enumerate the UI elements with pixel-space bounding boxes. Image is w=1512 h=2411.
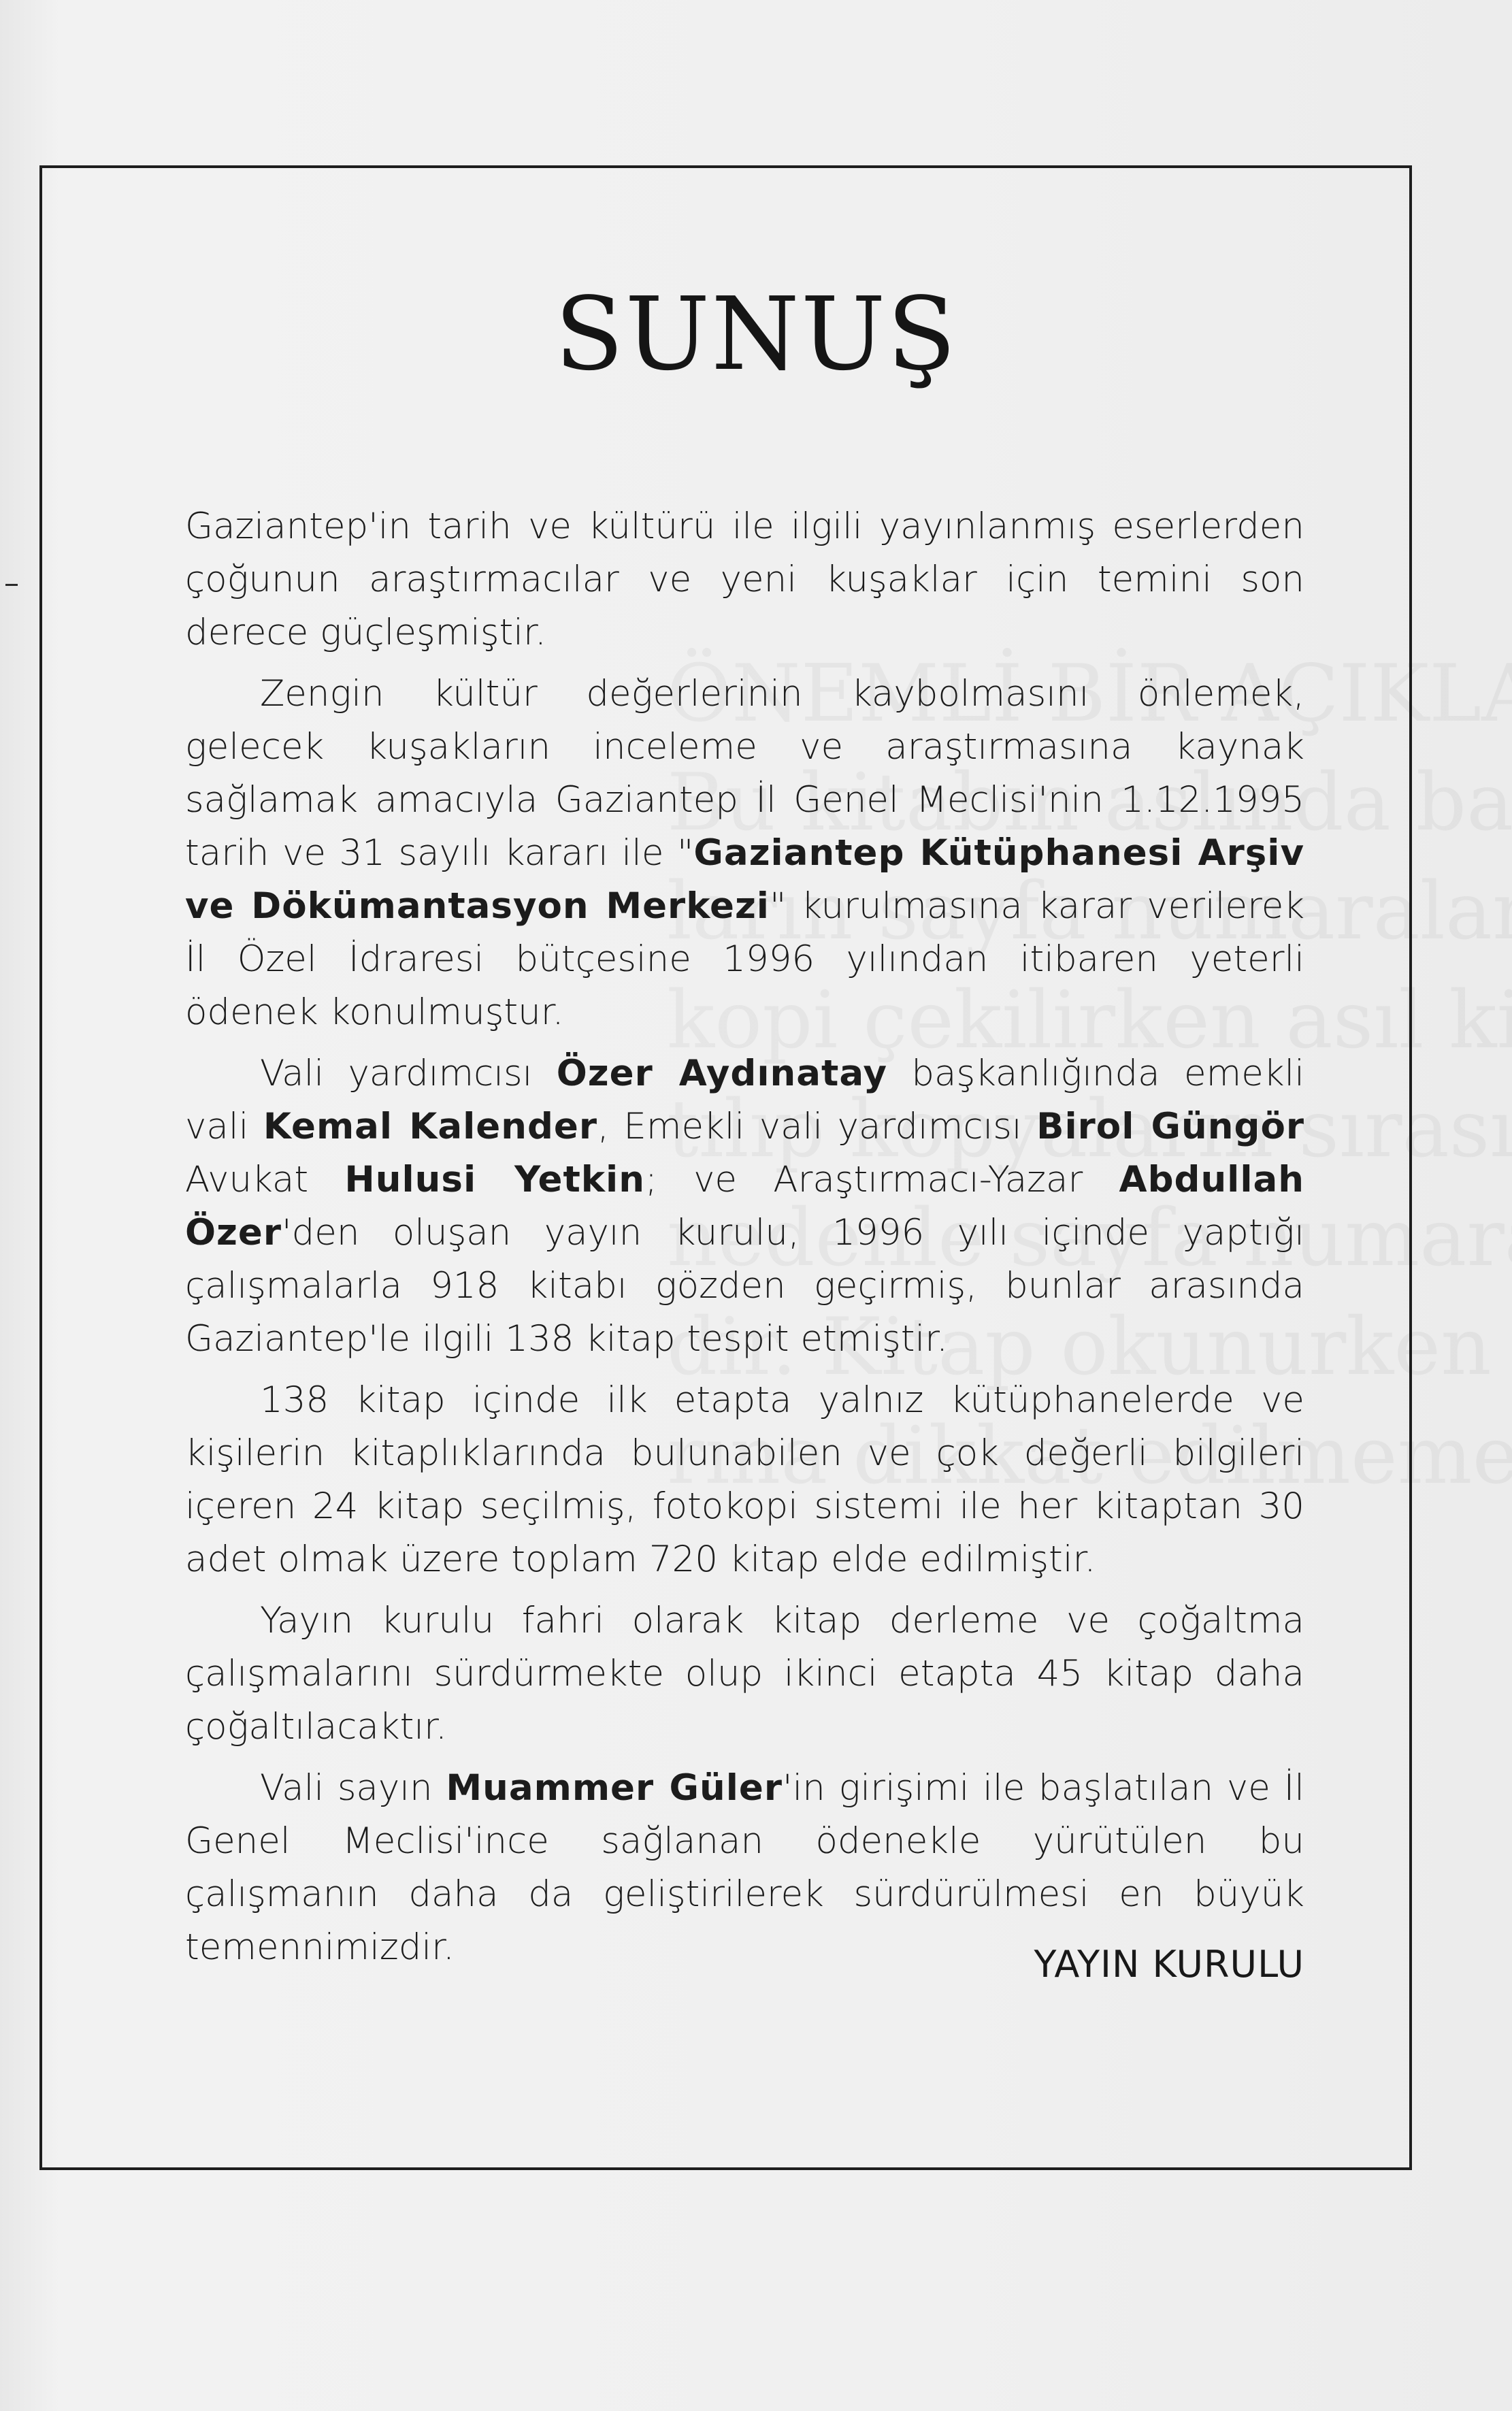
- emphasized-name: Özer Aydınatay: [556, 1053, 887, 1094]
- paragraph-text: 138 kitap içinde ilk etapta yalnız kütüphanelerde ve kişilerin kitaplıklarında bulunabilen ve çok değerli bilgileri içeren 24 kitap seçilmiş, fotokopi sistemi ile her kitaptan 30 adet olmak üzere toplam 720 kitap elde edilmiştir.: [185, 1379, 1304, 1580]
- paragraph: [185, 668, 1304, 1039]
- paragraph-text: 'den oluşan yayın kurulu, 1996 yılı içinde yaptığı çalışmalarla 918 kitabı gözden geçirmiş, bunlar arasında Gaziantep'le ilgili 138 kitap tespit etmiştir.: [185, 1212, 1304, 1360]
- emphasized-name: Kemal Kalender: [263, 1106, 597, 1147]
- paragraph-text: Avukat: [185, 1159, 345, 1200]
- emphasized-name: Hulusi Yetkin: [344, 1159, 645, 1200]
- emphasized-name: Birol Güngör: [1036, 1106, 1305, 1147]
- paragraph-text: başkanlığında emekli vali: [185, 1053, 1304, 1147]
- paragraph-text: " kurulmasına karar verilerek İl Özel İdraresi bütçesine 1996 yılından itibaren yeterli ödenek konulmuştur.: [185, 885, 1305, 1033]
- emphasized-name: Gaziantep Kütüphanesi Arşiv ve Dökümantasyon Merkezi: [185, 832, 1304, 927]
- signature: YAYIN KURULU: [1034, 1943, 1304, 1986]
- paragraph: [185, 1047, 1304, 1366]
- emphasized-name: Abdullah Özer: [185, 1159, 1305, 1253]
- paragraph: [185, 1374, 1304, 1586]
- paragraph: [185, 1594, 1304, 1754]
- paragraph-text: 'in girişimi ile başlatılan ve İl Genel Meclisi'ince sağlanan ödenekle yürütülen bu çalışmanın daha da geliştirilerek sürdürülmesi en büyük temennimizdir.: [185, 1767, 1304, 1968]
- paragraph: [185, 500, 1304, 659]
- paragraph-text: Yayın kurulu fahri olarak kitap derleme ve çoğaltma çalışmalarını sürdürmekte olup ikinci etapta 45 kitap daha çoğaltılacaktır.: [185, 1600, 1304, 1748]
- paragraph-text: Vali yardımcısı: [260, 1053, 557, 1094]
- page-title: SUNUŞ: [555, 276, 957, 393]
- margin-mark: [5, 584, 18, 586]
- body-text: [185, 500, 1304, 1982]
- paragraph-text: Vali sayın: [260, 1767, 446, 1809]
- emphasized-name: Muammer Güler: [446, 1767, 783, 1809]
- paragraph-text: Gaziantep'in tarih ve kültürü ile ilgili yayınlanmış eserlerden çoğunun araştırmacılar ve yeni kuşaklar için temini son derece güçleşmiştir.: [185, 506, 1304, 653]
- paragraph-text: ; ve Araştırmacı-Yazar: [644, 1159, 1119, 1200]
- paragraph-text: , Emekli vali yardımcısı: [597, 1106, 1037, 1147]
- paragraph-text: Zengin kültür değerlerinin kaybolmasını önlemek, gelecek kuşakların inceleme ve araştırmasına kaynak sağlamak amacıyla Gaziantep İl Genel Meclisi'nin 1.12.1995 tarih ve 31 sayılı kararı ile ": [185, 673, 1304, 874]
